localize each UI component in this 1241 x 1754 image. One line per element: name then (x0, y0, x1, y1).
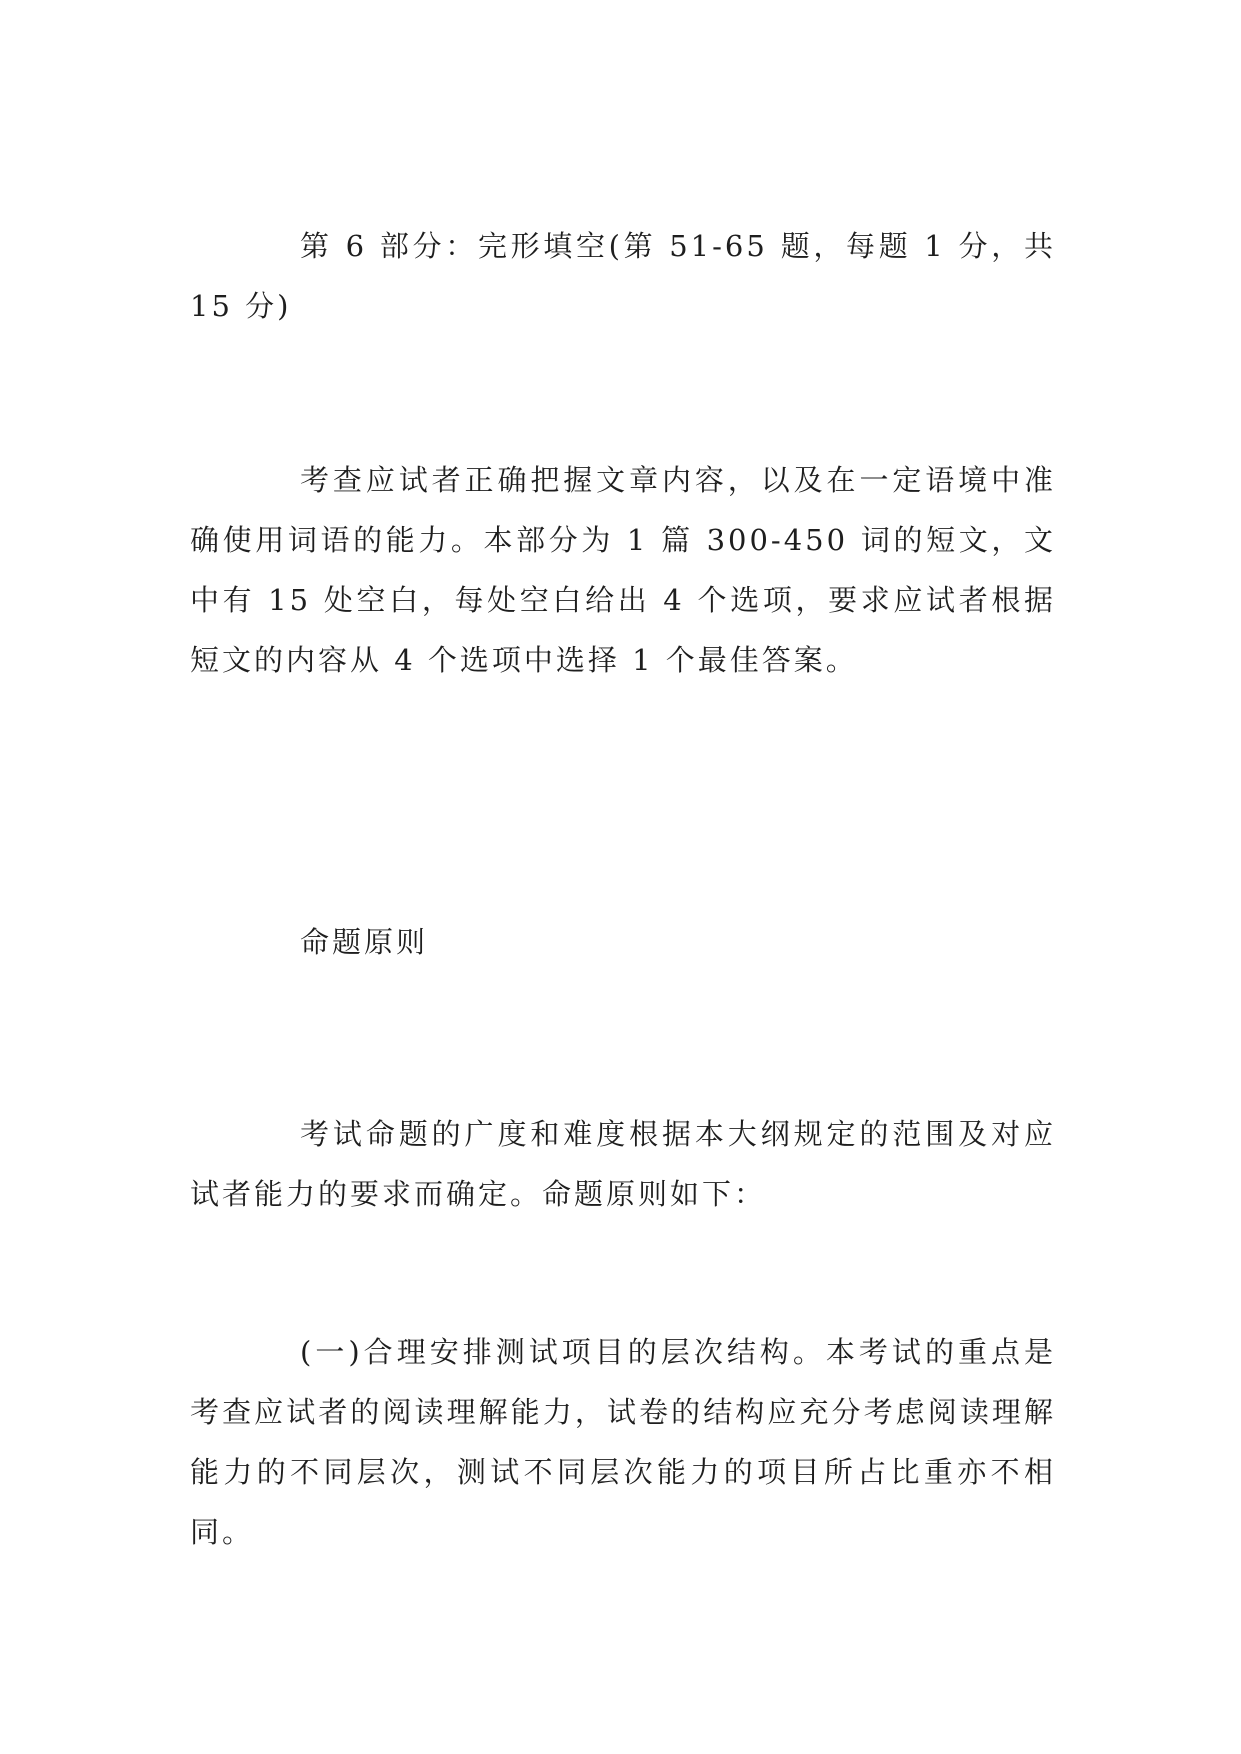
section-description-paragraph: 考查应试者正确把握文章内容，以及在一定语境中准确使用词语的能力。本部分为 1 篇 300-450 词的短文，文中有 15 处空白，每处空白给出 4 个选项，要求应试者根据短文的内容从 4 个选项中选择 1 个最佳答案。 (190, 463, 1056, 677)
principles-intro-paragraph: 考试命题的广度和难度根据本大纲规定的范围及对应试者能力的要求而确定。命题原则如下： (190, 1117, 1056, 1211)
section-heading-part-6-cloze: 第 6 部分：完形填空(第 51-65 题，每题 1 分，共 15 分) (190, 229, 1056, 323)
subheading-principles: 命题原则 (300, 925, 429, 959)
principle-item-1-paragraph: (一)合理安排测试项目的层次结构。本考试的重点是考查应试者的阅读理解能力，试卷的结构应充分考虑阅读理解能力的不同层次，测试不同层次能力的项目所占比重亦不相同。 (190, 1335, 1056, 1549)
